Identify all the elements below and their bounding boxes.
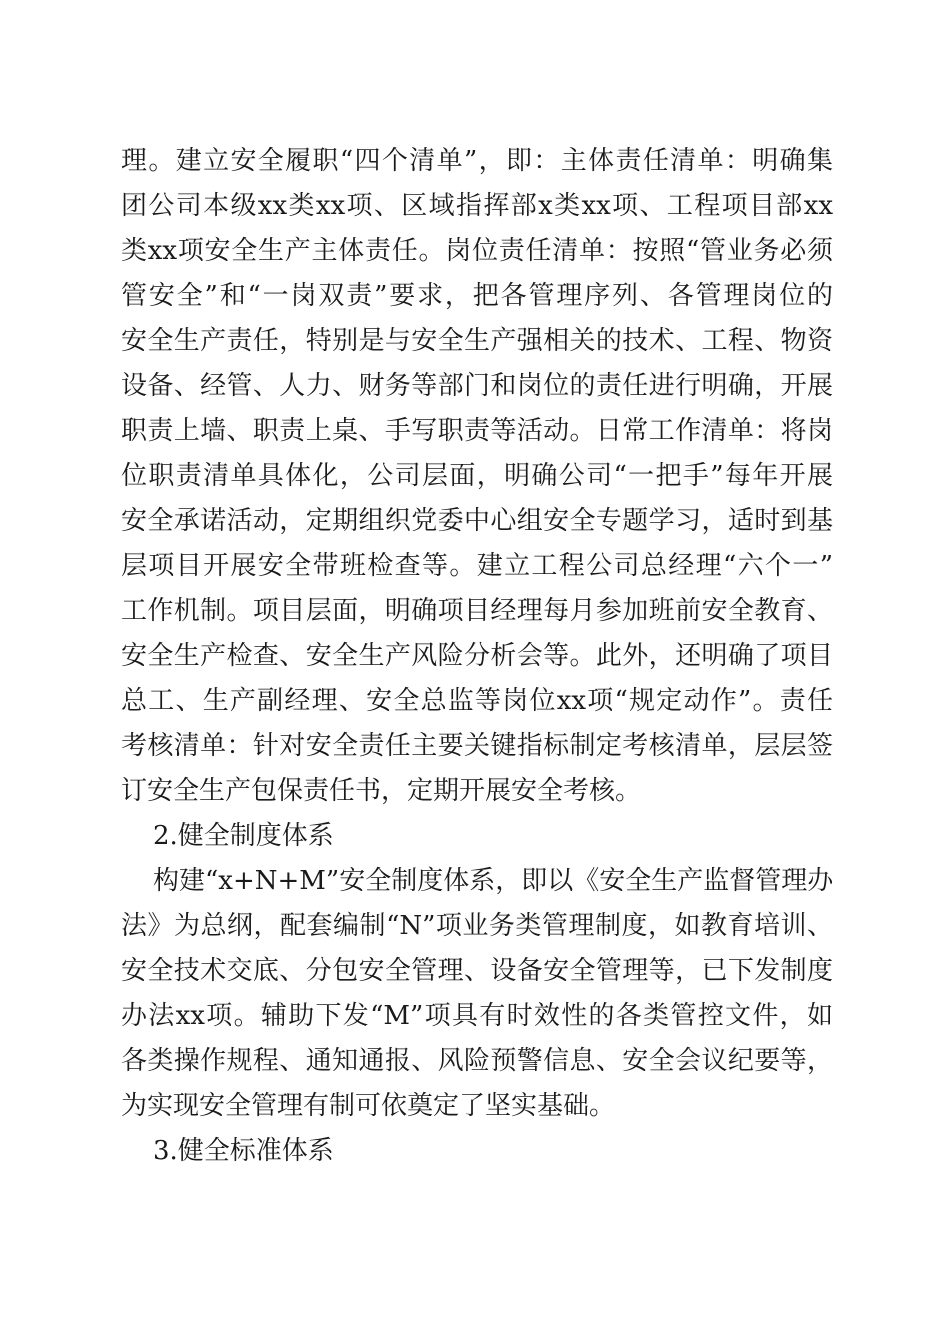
paragraph-1-line: 安全承诺活动，定期组织党委中心组安全专题学习，适时到基 bbox=[121, 506, 833, 536]
paragraph-2-line: 办法xx项。辅助下发“M”项具有时效性的各类管控文件，如 bbox=[121, 1001, 833, 1031]
paragraph-1-line: 安全生产检查、安全生产风险分析会等。此外，还明确了项目 bbox=[121, 641, 833, 671]
paragraph-2-line: 安全技术交底、分包安全管理、设备安全管理等，已下发制度 bbox=[121, 956, 833, 986]
paragraph-1-line: 总工、生产副经理、安全总监等岗位xx项“规定动作”。责任 bbox=[121, 686, 833, 716]
paragraph-1-line: 设备、经管、人力、财务等部门和岗位的责任进行明确，开展 bbox=[121, 371, 833, 401]
paragraph-1-line: 考核清单：针对安全责任主要关键指标制定考核清单，层层签 bbox=[121, 731, 833, 761]
paragraph-1-line: 层项目开展安全带班检查等。建立工程公司总经理“六个一” bbox=[121, 551, 833, 581]
paragraph-1-line: 管安全”和“一岗双责”要求，把各管理序列、各管理岗位的 bbox=[121, 281, 833, 311]
paragraph-2-line: 构建“x+N+M”安全制度体系，即以《安全生产监督管理办 bbox=[153, 866, 834, 896]
paragraph-1-line: 团公司本级xx类xx项、区域指挥部x类xx项、工程项目部xx bbox=[121, 191, 833, 221]
paragraph-2-line: 各类操作规程、通知通报、风险预警信息、安全会议纪要等， bbox=[121, 1046, 833, 1076]
section-heading-2: 2.健全制度体系 bbox=[153, 821, 334, 851]
paragraph-1-line: 位职责清单具体化，公司层面，明确公司“一把手”每年开展 bbox=[121, 461, 833, 491]
paragraph-1-line: 理。建立安全履职“四个清单”，即：主体责任清单：明确集 bbox=[121, 146, 833, 176]
paragraph-1-line: 职责上墙、职责上桌、手写职责等活动。日常工作清单：将岗 bbox=[121, 416, 833, 446]
paragraph-1-line: 安全生产责任，特别是与安全生产强相关的技术、工程、物资 bbox=[121, 326, 833, 356]
paragraph-1-line: 订安全生产包保责任书，定期开展安全考核。 bbox=[121, 776, 642, 806]
paragraph-2-line: 为实现安全管理有制可依奠定了坚实基础。 bbox=[121, 1091, 616, 1121]
paragraph-1-line: 类xx项安全生产主体责任。岗位责任清单：按照“管业务必须 bbox=[121, 236, 833, 266]
paragraph-2-line: 法》为总纲，配套编制“N”项业务类管理制度，如教育培训、 bbox=[121, 911, 833, 941]
paragraph-1-line: 工作机制。项目层面，明确项目经理每月参加班前安全教育、 bbox=[121, 596, 833, 626]
section-heading-3: 3.健全标准体系 bbox=[153, 1136, 334, 1166]
